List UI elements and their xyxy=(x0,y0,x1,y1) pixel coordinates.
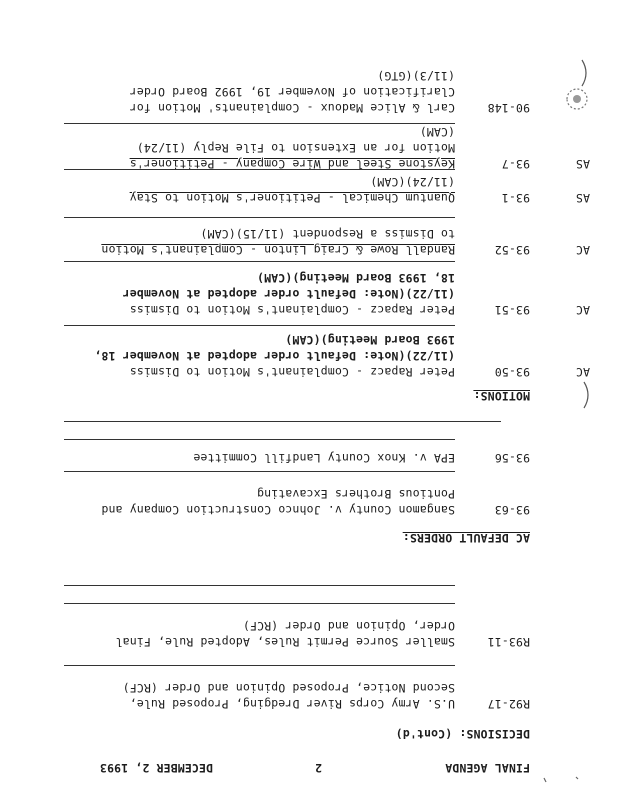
divider-rule xyxy=(64,261,455,262)
item-line: 18, 1993 Board Meeting)(CAM) xyxy=(256,271,455,285)
item-line: 1993 Board Meeting)(CAM) xyxy=(285,333,455,347)
item-line: EPA v. Knox County Landfill Committee xyxy=(193,451,455,465)
docket-number: 90-148 xyxy=(487,101,530,115)
docket-number: 93-63 xyxy=(494,503,530,517)
item-line: Peter Rapacz - Complainant's Motion to Dismiss xyxy=(129,303,455,317)
item-code: AC xyxy=(575,365,590,379)
item-line: (11/22)(Note: Default order adopted at November 18, xyxy=(94,349,455,363)
item-code: AC xyxy=(575,243,590,257)
item-line: Randall Rowe & Craig Linton - Complainant's Motion xyxy=(101,243,455,257)
punch-hole-mark xyxy=(564,86,590,112)
item-line: Order, Opinion and Order (RCF) xyxy=(242,619,455,633)
docket-number: 93-52 xyxy=(494,243,530,257)
margin-mark xyxy=(578,58,592,88)
item-line: Pontious Brothers Excavating xyxy=(256,487,455,501)
agenda-title: FINAL AGENDA xyxy=(445,761,530,775)
divider-rule xyxy=(64,585,455,586)
item-line: to Dismiss a Respondent (11/15)(CAM) xyxy=(200,227,455,241)
item-line: Smaller Source Permit Rules, Adopted Rule, Final xyxy=(115,635,455,649)
docket-number: R93-11 xyxy=(487,635,530,649)
page-number: 2 xyxy=(314,761,322,775)
item-line: Peter Rapacz - Complainant's Motion to Dismiss xyxy=(129,365,455,379)
item-line: Sangamon County v. Johnco Construction Company and xyxy=(101,503,455,517)
item-code: AC xyxy=(575,303,590,317)
item-line: (11/3)(GTG) xyxy=(377,69,455,83)
docket-number: 93-7 xyxy=(501,157,530,171)
item-code: AS xyxy=(575,191,590,205)
item-line: Carl & Alice Madoux - Complainants' Motion for xyxy=(129,101,455,115)
docket-number: 93-1 xyxy=(501,191,530,205)
item-line: (11/24)(CAM) xyxy=(370,175,455,189)
item-line: Keystone Steel and Wire Company - Petitioner's xyxy=(129,157,455,171)
divider-rule xyxy=(64,439,455,440)
divider-rule xyxy=(64,471,455,472)
divider-rule xyxy=(64,123,455,124)
agenda-date: DECEMBER 2, 1993 xyxy=(99,761,213,775)
item-line: (CAM) xyxy=(419,125,455,139)
item-code: AS xyxy=(575,157,590,171)
divider-rule xyxy=(64,325,455,326)
divider-rule xyxy=(64,217,455,218)
docket-number: 93-56 xyxy=(494,451,530,465)
item-line: (11/22)(Note: Default order adopted at November xyxy=(122,287,455,301)
divider-rule xyxy=(64,603,455,604)
item-line: Clarification of November 19, 1992 Board Order xyxy=(129,85,455,99)
section-heading-decisions: DECISIONS: (Cont'd) xyxy=(395,727,530,741)
docket-number: 93-51 xyxy=(494,303,530,317)
section-heading-ac-default-orders: AC DEFAULT ORDERS: xyxy=(402,531,530,545)
item-line: Second Notice, Proposed Opinion and Order (RCF) xyxy=(122,681,455,695)
item-line: Quantum Chemical - Petitioner's Motion to Stay xyxy=(129,191,455,205)
divider-rule xyxy=(64,421,501,422)
margin-mark xyxy=(580,380,594,410)
section-heading-motions: MOTIONS: xyxy=(473,389,530,403)
docket-number: R92-17 xyxy=(487,697,530,711)
item-line: U.S. Army Corps River Dredging, Proposed Rule, xyxy=(129,697,455,711)
docket-number: 93-50 xyxy=(494,365,530,379)
margin-mark xyxy=(538,772,582,786)
divider-rule xyxy=(64,665,455,666)
item-line: Motion for an Extension to File Reply (11/24) xyxy=(136,141,455,155)
